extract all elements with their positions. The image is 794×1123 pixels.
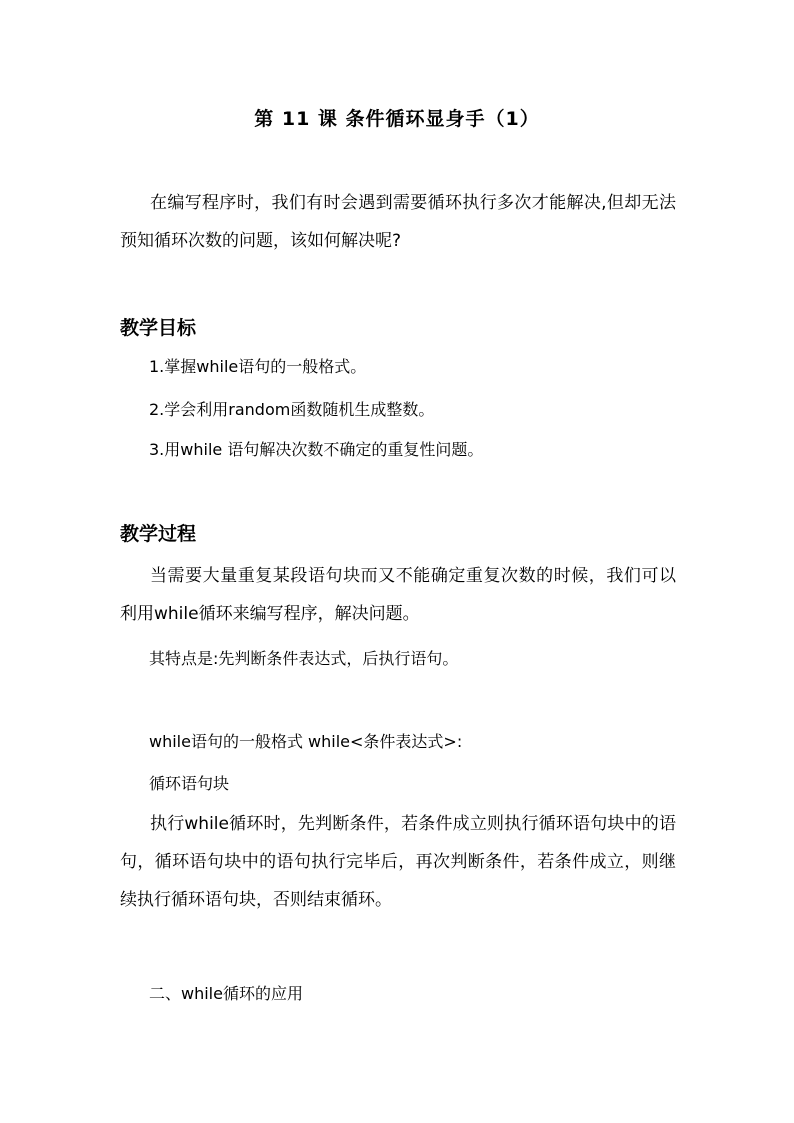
objective-item-3: 3.用while 语句解决次数不确定的重复性问题。 — [149, 440, 484, 459]
process-paragraph-2: 其特点是:先判断条件表达式，后执行语句。 — [149, 649, 459, 668]
process-heading: 教学过程 — [120, 523, 197, 545]
objectives-heading: 教学目标 — [120, 317, 197, 339]
loop-block-line: 循环语句块 — [149, 774, 230, 793]
intro-paragraph: 在编写程序时，我们有时会遇到需要循环执行多次才能解决,但却无法预知循环次数的问题，该如何解决呢? — [120, 193, 676, 251]
process-paragraph-3: 执行while循环时，先判断条件，若条件成立则执行循环语句块中的语句，循环语句块中的语句执行完毕后，再次判断条件，若条件成立，则继续执行循环语句块，否则结束循环。 — [120, 814, 676, 910]
lesson-title: 第 11 课 条件循环显身手（1） — [254, 108, 540, 130]
objective-item-2: 2.学会利用random函数随机生成整数。 — [149, 400, 435, 419]
while-format-line: while语句的一般格式 while<条件表达式>: — [149, 732, 463, 751]
process-paragraph-1: 当需要大量重复某段语句块而又不能确定重复次数的时候，我们可以利用while循环来编写程序，解决问题。 — [120, 566, 676, 624]
objective-item-1: 1.掌握while语句的一般格式。 — [149, 357, 367, 376]
section-two-heading: 二、while循环的应用 — [149, 984, 303, 1003]
